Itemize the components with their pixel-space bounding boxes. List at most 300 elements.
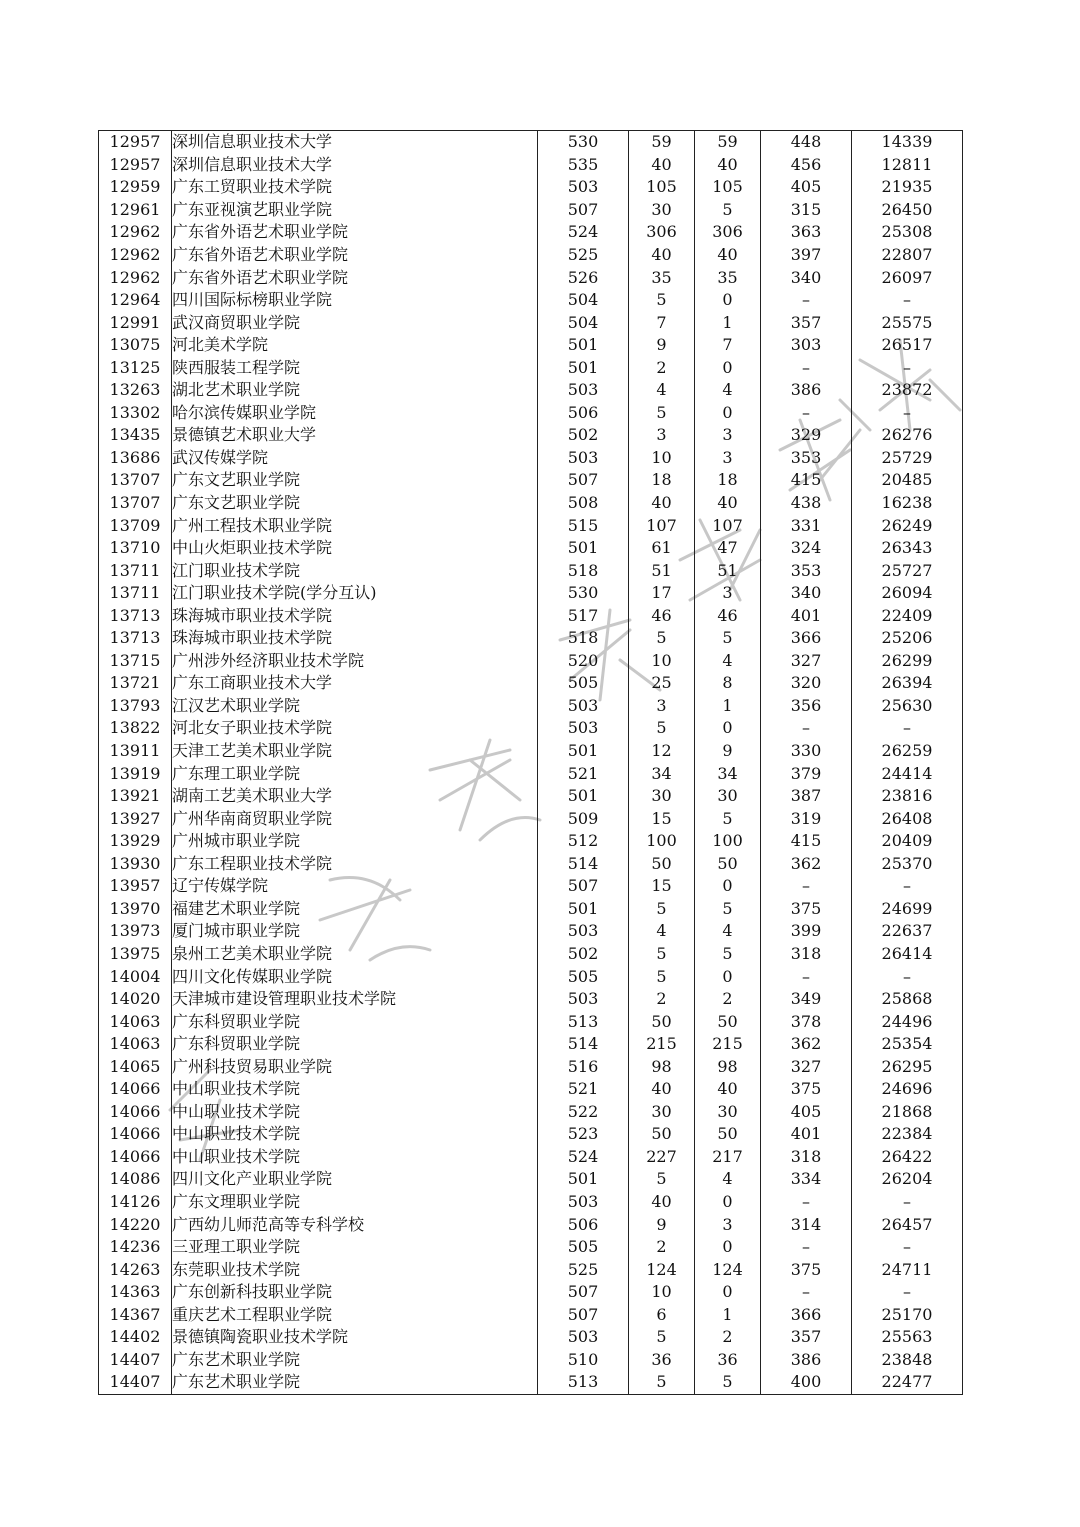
cell-admitted-count: 0 — [695, 875, 761, 898]
cell-admitted-count: 5 — [695, 199, 761, 222]
cell-score-line: 501 — [538, 356, 629, 379]
table-row — [99, 853, 963, 876]
cell-school-name: 广州科技贸易职业学院 — [172, 1055, 538, 1078]
cell-school-name: 广东工程职业技术学院 — [172, 853, 538, 876]
cell-min-score: 375 — [761, 1258, 852, 1281]
table-row — [99, 627, 963, 650]
cell-school-name: 天津城市建设管理职业技术学院 — [172, 988, 538, 1011]
cell-min-score: 327 — [761, 1055, 852, 1078]
cell-min-score: 318 — [761, 943, 852, 966]
cell-min-rank: 21868 — [852, 1101, 963, 1124]
cell-school-code: 12962 — [99, 266, 172, 289]
cell-min-score: 375 — [761, 898, 852, 921]
cell-admitted-count: 0 — [695, 402, 761, 425]
table-row — [99, 1258, 963, 1281]
cell-planned-count: 12 — [629, 740, 695, 763]
cell-school-code: 13711 — [99, 582, 172, 605]
cell-score-line: 503 — [538, 1326, 629, 1349]
cell-score-line: 517 — [538, 604, 629, 627]
cell-planned-count: 30 — [629, 199, 695, 222]
cell-admitted-count: 0 — [695, 717, 761, 740]
cell-min-rank: 22637 — [852, 920, 963, 943]
cell-planned-count: 40 — [629, 244, 695, 267]
cell-admitted-count: 36 — [695, 1349, 761, 1372]
table-row — [99, 402, 963, 425]
cell-school-name: 武汉传媒学院 — [172, 447, 538, 470]
cell-school-name: 三亚理工职业学院 — [172, 1236, 538, 1259]
cell-min-score: 366 — [761, 1303, 852, 1326]
cell-min-rank: – — [852, 289, 963, 312]
cell-score-line: 518 — [538, 627, 629, 650]
cell-min-rank: 14339 — [852, 131, 963, 154]
cell-min-rank: 26414 — [852, 943, 963, 966]
cell-school-name: 广东创新科技职业学院 — [172, 1281, 538, 1304]
cell-admitted-count: 9 — [695, 740, 761, 763]
cell-admitted-count: 47 — [695, 537, 761, 560]
cell-planned-count: 50 — [629, 853, 695, 876]
cell-school-name: 河北女子职业技术学院 — [172, 717, 538, 740]
cell-score-line: 521 — [538, 762, 629, 785]
table-row — [99, 492, 963, 515]
cell-score-line: 501 — [538, 898, 629, 921]
cell-school-code: 12962 — [99, 221, 172, 244]
table-row — [99, 1191, 963, 1214]
cell-score-line: 525 — [538, 244, 629, 267]
cell-min-rank: 26097 — [852, 266, 963, 289]
cell-score-line: 504 — [538, 289, 629, 312]
cell-school-code: 13302 — [99, 402, 172, 425]
cell-planned-count: 50 — [629, 1123, 695, 1146]
cell-school-code: 13713 — [99, 604, 172, 627]
table-row — [99, 1146, 963, 1169]
cell-school-code: 14066 — [99, 1101, 172, 1124]
cell-planned-count: 215 — [629, 1033, 695, 1056]
cell-planned-count: 5 — [629, 1371, 695, 1394]
cell-school-code: 12962 — [99, 244, 172, 267]
cell-min-score: – — [761, 1191, 852, 1214]
table-row — [99, 695, 963, 718]
cell-school-code: 14004 — [99, 965, 172, 988]
cell-school-name: 广西幼儿师范高等专科学校 — [172, 1213, 538, 1236]
cell-school-name: 泉州工艺美术职业学院 — [172, 943, 538, 966]
table-row — [99, 920, 963, 943]
cell-school-name: 中山火炬职业技术学院 — [172, 537, 538, 560]
cell-planned-count: 227 — [629, 1146, 695, 1169]
cell-min-score: 353 — [761, 447, 852, 470]
cell-school-name: 深圳信息职业技术大学 — [172, 131, 538, 154]
cell-admitted-count: 8 — [695, 672, 761, 695]
cell-min-score: 379 — [761, 762, 852, 785]
cell-admitted-count: 0 — [695, 1281, 761, 1304]
table-row — [99, 537, 963, 560]
table-row — [99, 717, 963, 740]
table-row — [99, 1078, 963, 1101]
cell-school-name: 江门职业技术学院 — [172, 559, 538, 582]
table-row — [99, 1033, 963, 1056]
cell-min-rank: 26276 — [852, 424, 963, 447]
cell-score-line: 520 — [538, 650, 629, 673]
cell-school-name: 四川文化传媒职业学院 — [172, 965, 538, 988]
cell-school-name: 广东文艺职业学院 — [172, 469, 538, 492]
cell-planned-count: 15 — [629, 807, 695, 830]
cell-min-rank: 26299 — [852, 650, 963, 673]
table-row — [99, 514, 963, 537]
cell-school-code: 13921 — [99, 785, 172, 808]
cell-admitted-count: 18 — [695, 469, 761, 492]
cell-score-line: 525 — [538, 1258, 629, 1281]
cell-school-code: 13125 — [99, 356, 172, 379]
cell-min-rank: 26450 — [852, 199, 963, 222]
cell-school-code: 14220 — [99, 1213, 172, 1236]
cell-min-score: 329 — [761, 424, 852, 447]
cell-min-score: 375 — [761, 1078, 852, 1101]
cell-score-line: 526 — [538, 266, 629, 289]
table-row — [99, 221, 963, 244]
cell-score-line: 521 — [538, 1078, 629, 1101]
cell-min-rank: 25729 — [852, 447, 963, 470]
cell-score-line: 522 — [538, 1101, 629, 1124]
cell-min-score: 303 — [761, 334, 852, 357]
cell-min-score: 386 — [761, 1349, 852, 1372]
cell-admitted-count: 50 — [695, 853, 761, 876]
cell-planned-count: 2 — [629, 988, 695, 1011]
table-row — [99, 199, 963, 222]
cell-admitted-count: 1 — [695, 695, 761, 718]
cell-planned-count: 4 — [629, 379, 695, 402]
table-row — [99, 762, 963, 785]
cell-min-rank: 23816 — [852, 785, 963, 808]
table-row — [99, 650, 963, 673]
cell-planned-count: 5 — [629, 289, 695, 312]
cell-min-rank: 22807 — [852, 244, 963, 267]
cell-admitted-count: 0 — [695, 1191, 761, 1214]
cell-min-rank: 26517 — [852, 334, 963, 357]
cell-score-line: 506 — [538, 1213, 629, 1236]
cell-planned-count: 100 — [629, 830, 695, 853]
cell-score-line: 503 — [538, 920, 629, 943]
cell-admitted-count: 46 — [695, 604, 761, 627]
cell-score-line: 518 — [538, 559, 629, 582]
cell-planned-count: 50 — [629, 1010, 695, 1033]
cell-min-score: 357 — [761, 311, 852, 334]
cell-min-score: 401 — [761, 604, 852, 627]
cell-score-line: 514 — [538, 853, 629, 876]
cell-admitted-count: 50 — [695, 1010, 761, 1033]
cell-planned-count: 30 — [629, 1101, 695, 1124]
table-row — [99, 131, 963, 154]
cell-min-rank: 25354 — [852, 1033, 963, 1056]
cell-planned-count: 306 — [629, 221, 695, 244]
cell-min-rank: 23872 — [852, 379, 963, 402]
cell-school-code: 13715 — [99, 650, 172, 673]
cell-school-code: 13957 — [99, 875, 172, 898]
cell-school-code: 14402 — [99, 1326, 172, 1349]
cell-planned-count: 35 — [629, 266, 695, 289]
table-row — [99, 1101, 963, 1124]
cell-score-line: 503 — [538, 988, 629, 1011]
cell-school-name: 珠海城市职业技术学院 — [172, 604, 538, 627]
cell-school-name: 广东省外语艺术职业学院 — [172, 266, 538, 289]
cell-min-rank: 26204 — [852, 1168, 963, 1191]
cell-school-code: 12961 — [99, 199, 172, 222]
cell-school-name: 广州城市职业学院 — [172, 830, 538, 853]
cell-school-code: 13435 — [99, 424, 172, 447]
cell-min-rank: 24711 — [852, 1258, 963, 1281]
cell-school-code: 12957 — [99, 131, 172, 154]
cell-min-score: 353 — [761, 559, 852, 582]
cell-score-line: 502 — [538, 943, 629, 966]
table-row — [99, 830, 963, 853]
cell-planned-count: 40 — [629, 1191, 695, 1214]
cell-planned-count: 18 — [629, 469, 695, 492]
cell-min-rank: 20485 — [852, 469, 963, 492]
cell-school-code: 14363 — [99, 1281, 172, 1304]
cell-admitted-count: 217 — [695, 1146, 761, 1169]
cell-min-rank: 26249 — [852, 514, 963, 537]
cell-admitted-count: 5 — [695, 1371, 761, 1394]
table-row — [99, 1281, 963, 1304]
cell-min-rank: 24496 — [852, 1010, 963, 1033]
cell-admitted-count: 2 — [695, 1326, 761, 1349]
cell-admitted-count: 4 — [695, 920, 761, 943]
cell-planned-count: 9 — [629, 334, 695, 357]
cell-school-name: 深圳信息职业技术大学 — [172, 154, 538, 177]
cell-score-line: 506 — [538, 402, 629, 425]
cell-min-score: 378 — [761, 1010, 852, 1033]
cell-admitted-count: 215 — [695, 1033, 761, 1056]
cell-school-code: 13707 — [99, 469, 172, 492]
cell-planned-count: 5 — [629, 965, 695, 988]
cell-min-score: 330 — [761, 740, 852, 763]
cell-school-name: 广州华南商贸职业学院 — [172, 807, 538, 830]
table-row — [99, 244, 963, 267]
cell-school-name: 中山职业技术学院 — [172, 1078, 538, 1101]
cell-school-name: 湖北艺术职业学院 — [172, 379, 538, 402]
cell-min-score: 415 — [761, 830, 852, 853]
cell-min-score: 357 — [761, 1326, 852, 1349]
cell-school-code: 13711 — [99, 559, 172, 582]
cell-school-name: 广东艺术职业学院 — [172, 1349, 538, 1372]
cell-score-line: 513 — [538, 1371, 629, 1394]
table-row — [99, 807, 963, 830]
cell-admitted-count: 35 — [695, 266, 761, 289]
cell-planned-count: 25 — [629, 672, 695, 695]
cell-admitted-count: 0 — [695, 356, 761, 379]
cell-min-score: – — [761, 717, 852, 740]
cell-score-line: 507 — [538, 1281, 629, 1304]
table-row — [99, 154, 963, 177]
cell-min-rank: 16238 — [852, 492, 963, 515]
table-row — [99, 1349, 963, 1372]
cell-school-code: 13927 — [99, 807, 172, 830]
cell-school-name: 天津工艺美术职业学院 — [172, 740, 538, 763]
cell-score-line: 507 — [538, 469, 629, 492]
cell-score-line: 523 — [538, 1123, 629, 1146]
cell-min-score: 448 — [761, 131, 852, 154]
cell-min-score: – — [761, 356, 852, 379]
cell-planned-count: 5 — [629, 898, 695, 921]
cell-score-line: 530 — [538, 582, 629, 605]
cell-school-code: 13919 — [99, 762, 172, 785]
cell-school-name: 武汉商贸职业学院 — [172, 311, 538, 334]
cell-score-line: 512 — [538, 830, 629, 853]
cell-admitted-count: 0 — [695, 1236, 761, 1259]
cell-school-code: 12957 — [99, 154, 172, 177]
cell-school-code: 14066 — [99, 1123, 172, 1146]
cell-min-rank: 21935 — [852, 176, 963, 199]
cell-planned-count: 40 — [629, 154, 695, 177]
table-row — [99, 379, 963, 402]
cell-min-score: 397 — [761, 244, 852, 267]
cell-school-code: 13975 — [99, 943, 172, 966]
cell-school-name: 广东省外语艺术职业学院 — [172, 244, 538, 267]
cell-school-code: 13075 — [99, 334, 172, 357]
cell-min-rank: 24699 — [852, 898, 963, 921]
cell-school-name: 景德镇艺术职业大学 — [172, 424, 538, 447]
cell-score-line: 501 — [538, 740, 629, 763]
cell-school-name: 重庆艺术工程职业学院 — [172, 1303, 538, 1326]
cell-planned-count: 124 — [629, 1258, 695, 1281]
cell-school-code: 14367 — [99, 1303, 172, 1326]
table-row — [99, 582, 963, 605]
cell-school-name: 湖南工艺美术职业大学 — [172, 785, 538, 808]
cell-min-rank: 26295 — [852, 1055, 963, 1078]
cell-school-code: 14126 — [99, 1191, 172, 1214]
cell-admitted-count: 105 — [695, 176, 761, 199]
cell-min-score: 456 — [761, 154, 852, 177]
cell-min-score: 399 — [761, 920, 852, 943]
cell-admitted-count: 40 — [695, 154, 761, 177]
cell-min-rank: 26394 — [852, 672, 963, 695]
cell-min-score: 405 — [761, 1101, 852, 1124]
cell-school-code: 14407 — [99, 1371, 172, 1394]
cell-min-score: 331 — [761, 514, 852, 537]
cell-score-line: 503 — [538, 447, 629, 470]
cell-planned-count: 36 — [629, 1349, 695, 1372]
cell-score-line: 516 — [538, 1055, 629, 1078]
cell-score-line: 503 — [538, 1191, 629, 1214]
cell-min-rank: 20409 — [852, 830, 963, 853]
table-row — [99, 943, 963, 966]
cell-min-score: 315 — [761, 199, 852, 222]
cell-admitted-count: 40 — [695, 492, 761, 515]
cell-min-score: 387 — [761, 785, 852, 808]
cell-min-score: – — [761, 289, 852, 312]
cell-planned-count: 5 — [629, 943, 695, 966]
cell-min-rank: – — [852, 717, 963, 740]
cell-planned-count: 107 — [629, 514, 695, 537]
cell-planned-count: 5 — [629, 1168, 695, 1191]
cell-min-rank: 25170 — [852, 1303, 963, 1326]
cell-score-line: 524 — [538, 221, 629, 244]
cell-score-line: 535 — [538, 154, 629, 177]
cell-planned-count: 59 — [629, 131, 695, 154]
cell-min-score: 356 — [761, 695, 852, 718]
cell-planned-count: 40 — [629, 1078, 695, 1101]
cell-planned-count: 10 — [629, 1281, 695, 1304]
cell-school-name: 四川国际标榜职业学院 — [172, 289, 538, 312]
cell-score-line: 509 — [538, 807, 629, 830]
cell-score-line: 505 — [538, 672, 629, 695]
cell-min-rank: – — [852, 1281, 963, 1304]
cell-admitted-count: 0 — [695, 289, 761, 312]
cell-admitted-count: 124 — [695, 1258, 761, 1281]
cell-school-code: 14407 — [99, 1349, 172, 1372]
cell-school-code: 14066 — [99, 1078, 172, 1101]
cell-school-code: 13686 — [99, 447, 172, 470]
cell-admitted-count: 4 — [695, 379, 761, 402]
cell-admitted-count: 3 — [695, 582, 761, 605]
table-row — [99, 988, 963, 1011]
table-row — [99, 604, 963, 627]
table-row — [99, 875, 963, 898]
cell-school-code: 14020 — [99, 988, 172, 1011]
cell-min-rank: 26408 — [852, 807, 963, 830]
cell-school-code: 14063 — [99, 1010, 172, 1033]
cell-school-name: 中山职业技术学院 — [172, 1146, 538, 1169]
cell-min-rank: – — [852, 356, 963, 379]
table-row — [99, 334, 963, 357]
cell-min-rank: 22477 — [852, 1371, 963, 1394]
cell-school-name: 哈尔滨传媒职业学院 — [172, 402, 538, 425]
cell-min-score: 362 — [761, 853, 852, 876]
table-row — [99, 1326, 963, 1349]
table-row — [99, 1168, 963, 1191]
admission-score-table — [98, 130, 963, 1395]
table-row — [99, 311, 963, 334]
cell-school-code: 13822 — [99, 717, 172, 740]
cell-admitted-count: 2 — [695, 988, 761, 1011]
cell-min-score: 327 — [761, 650, 852, 673]
table-row — [99, 672, 963, 695]
cell-admitted-count: 1 — [695, 311, 761, 334]
cell-school-code: 13721 — [99, 672, 172, 695]
cell-score-line: 502 — [538, 424, 629, 447]
cell-planned-count: 10 — [629, 650, 695, 673]
cell-score-line: 505 — [538, 965, 629, 988]
cell-min-rank: 22409 — [852, 604, 963, 627]
cell-school-name: 广东亚视演艺职业学院 — [172, 199, 538, 222]
table-row — [99, 1010, 963, 1033]
cell-min-score: 340 — [761, 582, 852, 605]
cell-min-score: 324 — [761, 537, 852, 560]
cell-school-name: 河北美术学院 — [172, 334, 538, 357]
cell-admitted-count: 5 — [695, 807, 761, 830]
cell-school-name: 景德镇陶瓷职业技术学院 — [172, 1326, 538, 1349]
cell-school-name: 广东艺术职业学院 — [172, 1371, 538, 1394]
cell-planned-count: 40 — [629, 492, 695, 515]
cell-planned-count: 2 — [629, 356, 695, 379]
cell-min-rank: 22384 — [852, 1123, 963, 1146]
cell-min-rank: – — [852, 402, 963, 425]
cell-min-score: 363 — [761, 221, 852, 244]
cell-min-rank: 26094 — [852, 582, 963, 605]
cell-school-code: 13263 — [99, 379, 172, 402]
cell-school-name: 广东理工职业学院 — [172, 762, 538, 785]
cell-min-score: 319 — [761, 807, 852, 830]
cell-admitted-count: 100 — [695, 830, 761, 853]
cell-score-line: 503 — [538, 717, 629, 740]
cell-school-name: 中山职业技术学院 — [172, 1101, 538, 1124]
cell-min-score: 314 — [761, 1213, 852, 1236]
cell-planned-count: 2 — [629, 1236, 695, 1259]
cell-school-code: 12964 — [99, 289, 172, 312]
cell-min-rank: 25370 — [852, 853, 963, 876]
table-row — [99, 1123, 963, 1146]
cell-admitted-count: 50 — [695, 1123, 761, 1146]
cell-min-rank: 24414 — [852, 762, 963, 785]
cell-min-score: 401 — [761, 1123, 852, 1146]
